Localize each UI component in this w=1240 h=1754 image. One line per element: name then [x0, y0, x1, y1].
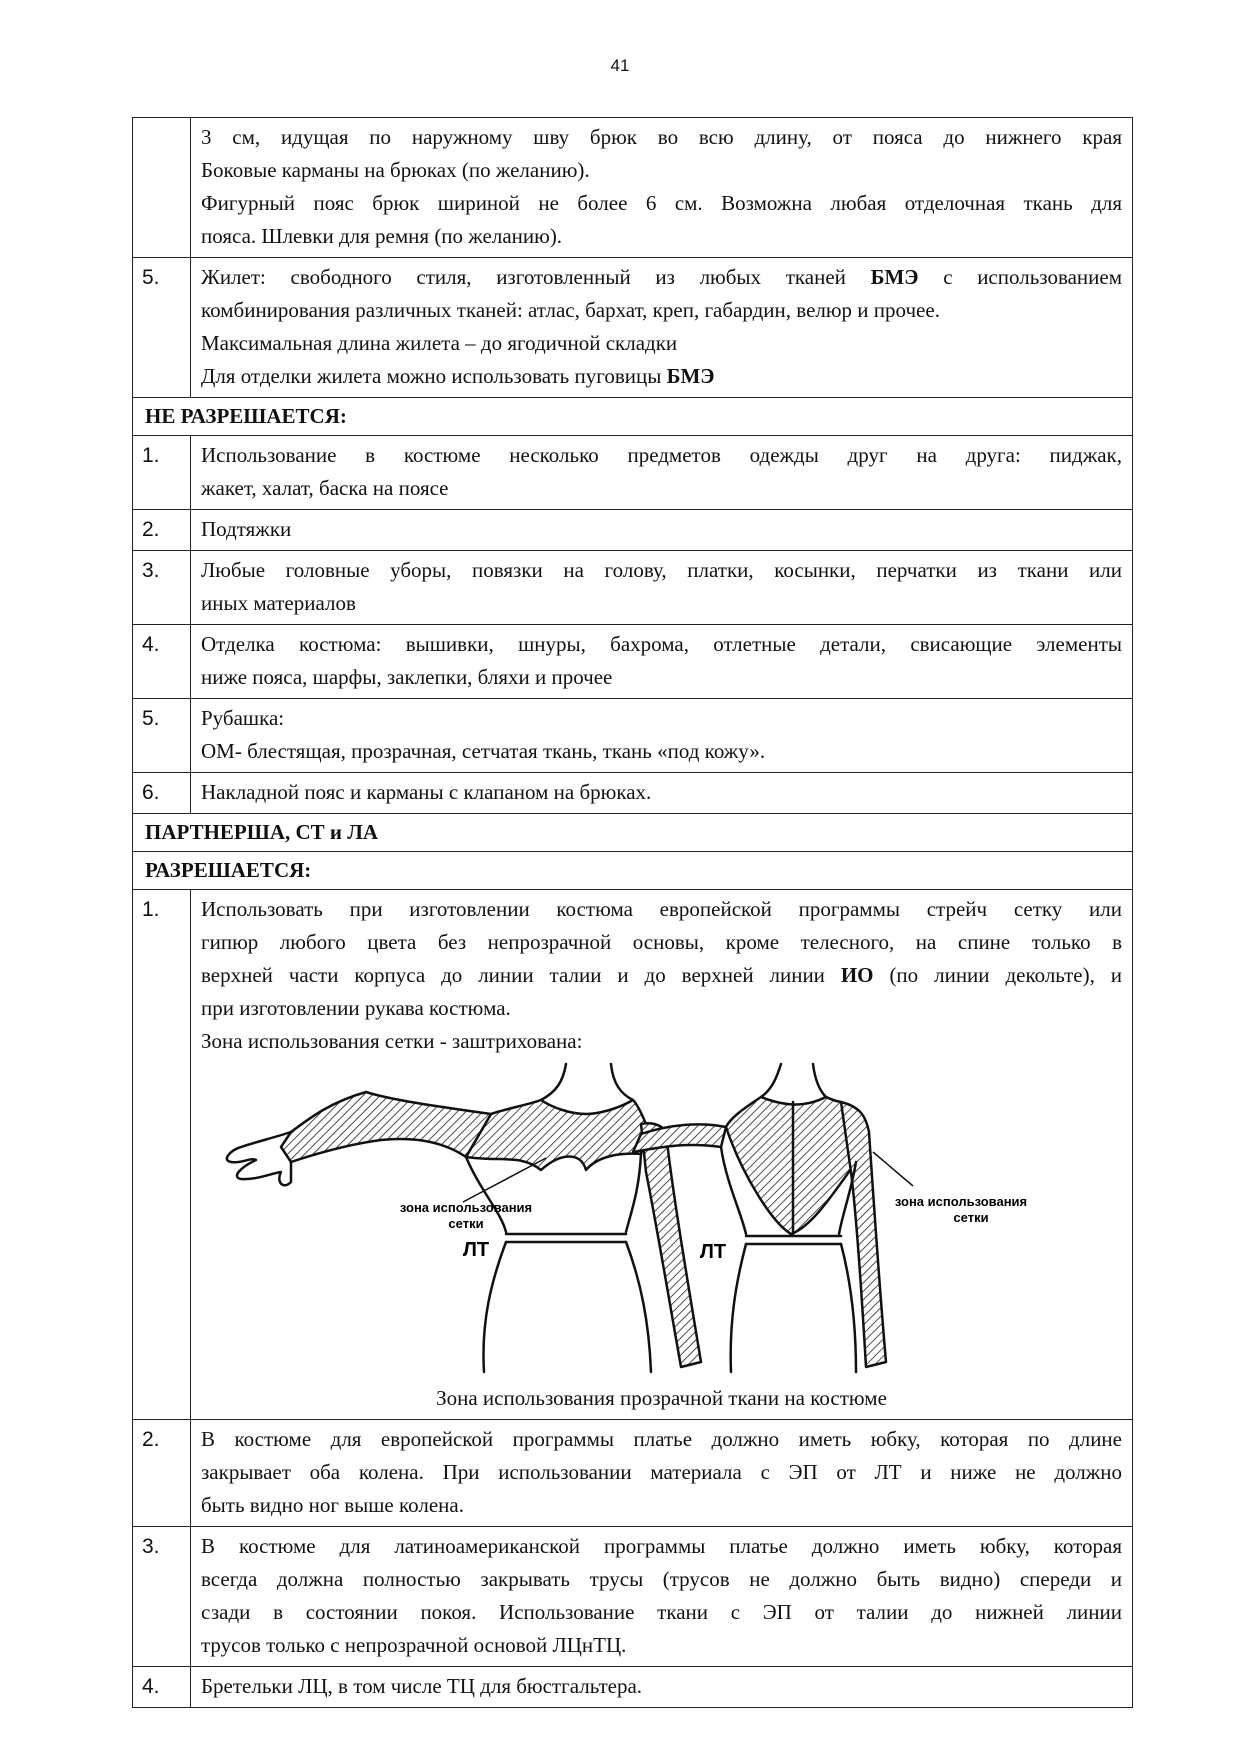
text-line [201, 261, 1122, 294]
table-row [133, 890, 1133, 1420]
text-line: В костюме для латиноамериканской программы платье должно иметь юбку, которая [201, 1534, 1122, 1558]
text-line: Отделка костюма: вышивки, шнуры, бахрома, отлетные детали, свисающие элементы [201, 632, 1122, 656]
row-number: 3. [133, 551, 191, 625]
row-text [191, 436, 1133, 510]
section-heading-row [133, 852, 1133, 890]
bold-term: БМЭ [666, 364, 715, 388]
mesh-zone-label: сетки [953, 1210, 989, 1225]
text-line: Накладной пояс и карманы с клапаном на брюках. [201, 780, 652, 804]
table-row [133, 1420, 1133, 1527]
row-text [191, 699, 1133, 773]
text-line: иных материалов [201, 591, 356, 615]
text-line: Фигурный пояс брюк шириной не более 6 см. Возможна любая отделочная ткань для [201, 191, 1122, 215]
row-number: 2. [133, 510, 191, 551]
text-line: Рубашка: [201, 706, 285, 730]
text-line: при изготовлении рукава костюма. [201, 996, 511, 1020]
waist-line-label: ЛТ [462, 1239, 490, 1261]
text-line [201, 360, 1122, 393]
table-row [133, 1667, 1133, 1708]
section-heading: РАЗРЕШАЕТСЯ: [133, 852, 1133, 890]
row-number: 1. [133, 436, 191, 510]
table-row [133, 551, 1133, 625]
text-line: пояса. Шлевки для ремня (по желанию). [201, 224, 563, 248]
section-heading-row [133, 814, 1133, 852]
row-number: 1. [133, 890, 191, 1420]
text-line: трусов только с непрозрачной основой ЛЦнТЦ. [201, 1633, 627, 1657]
pointer-line [873, 1152, 913, 1186]
section-heading: НЕ РАЗРЕШАЕТСЯ: [133, 398, 1133, 436]
text-line: Боковые карманы на брюках (по желанию). [201, 158, 590, 182]
figure-caption: Зона использования прозрачной ткани на костюме [436, 1386, 887, 1410]
text-line: Зона использования сетки - заштрихована: [201, 1029, 583, 1053]
row-number: 4. [133, 1667, 191, 1708]
bold-term: БМЭ [870, 265, 919, 289]
text-line: Бретельки ЛЦ, в том числе ТЦ для бюстгальтера. [201, 1674, 643, 1698]
text-line: всегда должна полностью закрывать трусы (трусов не должно быть видно) спереди и [201, 1567, 1122, 1591]
text-line: закрывает оба колена. При использовании материала с ЭП от ЛТ и ниже не должно [201, 1460, 1122, 1484]
text-line: ниже пояса, шарфы, заклепки, бляхи и прочее [201, 665, 613, 689]
row-text [191, 890, 1133, 1420]
bold-term: ИО [840, 963, 874, 987]
text-line: ОМ- блестящая, прозрачная, сетчатая ткань, ткань «под кожу». [201, 739, 766, 763]
row-text [191, 551, 1133, 625]
text-line: гипюр любого цвета без непрозрачной основы, кроме телесного, на спине только в [201, 930, 1122, 954]
pointer-line [463, 1158, 546, 1202]
row-number [133, 118, 191, 258]
page-number: 41 [610, 56, 630, 75]
text-line: сзади в состоянии покоя. Использование ткани с ЭП от талии до нижней линии [201, 1600, 1122, 1624]
text-span: с использованием [918, 265, 1122, 289]
row-text [191, 1527, 1133, 1667]
text-span: Жилет: свободного стиля, изготовленный из любых тканей [201, 265, 871, 289]
row-number: 4. [133, 625, 191, 699]
row-number: 6. [133, 773, 191, 814]
row-number: 5. [133, 258, 191, 398]
text-line: жакет, халат, баска на поясе [201, 476, 449, 500]
table-row [133, 699, 1133, 773]
text-span: Для отделки жилета можно использовать пуговицы [201, 364, 667, 388]
text-line: Любые головные уборы, повязки на голову, платки, косынки, перчатки из ткани или [201, 558, 1122, 582]
waist-line-label: ЛТ [699, 1241, 727, 1263]
dress-mesh-illustration [201, 1062, 1141, 1382]
table-row [133, 118, 1133, 258]
rules-table [132, 117, 1133, 1708]
dress-mesh-figure [201, 1062, 1141, 1382]
row-number: 3. [133, 1527, 191, 1667]
row-text [191, 1420, 1133, 1527]
text-span: верхней части корпуса до линии талии и до верхней линии [201, 963, 841, 987]
text-line: Использование в костюме несколько предметов одежды друг на друга: пиджак, [201, 443, 1122, 467]
table-row [133, 436, 1133, 510]
row-text [191, 510, 1133, 551]
text-span: (по линии декольте), и [873, 963, 1122, 987]
table-row [133, 510, 1133, 551]
text-line: быть видно ног выше колена. [201, 1493, 464, 1517]
text-line: В костюме для европейской программы платье должно иметь юбку, которая по длине [201, 1427, 1122, 1451]
mesh-zone-label: зона использования [894, 1194, 1028, 1209]
row-text [191, 1667, 1133, 1708]
section-heading-row [133, 398, 1133, 436]
table-row [133, 625, 1133, 699]
row-number: 2. [133, 1420, 191, 1527]
row-number: 5. [133, 699, 191, 773]
mesh-zone-label: зона использования [399, 1200, 533, 1215]
row-text [191, 258, 1133, 398]
table-row [133, 773, 1133, 814]
row-text [191, 118, 1133, 258]
row-text [191, 773, 1133, 814]
text-line [201, 959, 1122, 992]
text-line: 3 см, идущая по наружному шву брюк во всю длину, от пояса до нижнего края [201, 125, 1122, 149]
text-line: комбинирования различных тканей: атлас, бархат, креп, габардин, велюр и прочее. [201, 298, 940, 322]
section-heading: ПАРТНЕРША, СТ и ЛА [133, 814, 1133, 852]
text-line: Максимальная длина жилета – до ягодичной складки [201, 331, 678, 355]
text-line: Подтяжки [201, 517, 292, 541]
table-row [133, 1527, 1133, 1667]
table-row [133, 258, 1133, 398]
text-line: Использовать при изготовлении костюма европейской программы стрейч сетку или [201, 897, 1122, 921]
mesh-zone-label: сетки [448, 1216, 484, 1231]
row-text [191, 625, 1133, 699]
